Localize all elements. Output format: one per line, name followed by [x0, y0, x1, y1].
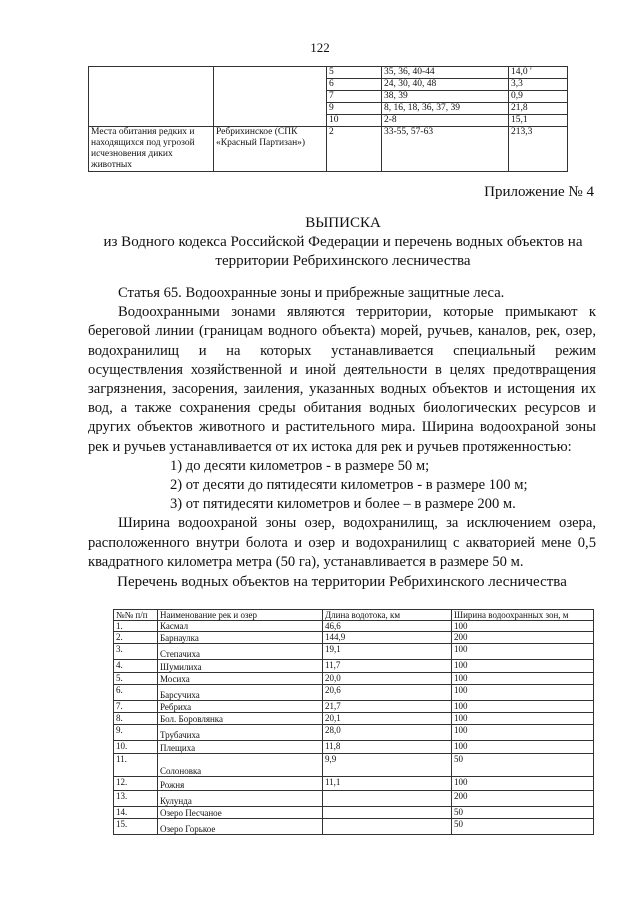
- table-cell: 100: [452, 701, 594, 713]
- table-cell: 19,1: [323, 644, 452, 660]
- table-cell: 15.: [114, 819, 158, 835]
- table-cell: 21,7: [323, 701, 452, 713]
- table-cell: [323, 791, 452, 807]
- table-cell: 9,9: [323, 754, 452, 777]
- table-cell: 11.: [114, 754, 158, 777]
- column-header: Ширина водоохранных зон, м: [452, 610, 594, 621]
- table-cell: 100: [452, 644, 594, 660]
- table-cell: 0,9: [509, 91, 568, 103]
- table-cell: 11,8: [323, 741, 452, 754]
- annex-label: Приложение № 4: [484, 184, 594, 200]
- table-cell: Кулунда: [158, 791, 323, 807]
- table-cell: 100: [452, 621, 594, 632]
- table-cell: Рожня: [158, 777, 323, 791]
- list-item: 3) от пятидесяти километров и более – в размере 200 м.: [170, 496, 516, 513]
- table-cell: 1.: [114, 621, 158, 632]
- article-title: Статья 65. Водоохранные зоны и прибрежные защитные леса.: [118, 285, 505, 301]
- table-row: [114, 632, 594, 644]
- table-cell: 38, 39: [382, 91, 509, 103]
- paragraph: Водоохранными зонами являются территории, которые примыкают к береговой линии (границам водного объекта) морей, ручьев, каналов, рек, озер, водохранилищ и на которых устанавливается специальный режим осуществления хозяйственной и иной деятельности в целях предотвращения загрязнения, засорения, заиления, указанных водных объектов и истощения их вод, а также сохранения среды обитания водных биологических ресурсов и других объектов животного и растительного мира. Ширина водоохраной зоны рек и ручьев устанавливается от их истока для рек и ручьев протяженностью:: [88, 304, 596, 455]
- table-cell: Мосиха: [158, 673, 323, 685]
- water-bodies-table: [113, 609, 594, 835]
- table-row: [114, 701, 594, 713]
- table-cell: 50: [452, 754, 594, 777]
- table-cell: 100: [452, 660, 594, 673]
- table-cell: 7: [327, 91, 382, 103]
- table-cell: 50: [452, 819, 594, 835]
- paragraph: Ширина водоохраной зоны озер, водохранилищ, за исключением озера, расположенного внутри болота и озер и водохранилищ с акваторией мене 0,5 квадратного километра метра (50 га), устанавливается в размере 50 м.: [88, 515, 596, 570]
- table-cell: 5: [327, 67, 382, 79]
- list-title: Перечень водных объектов на территории Ребрихинского лесничества: [117, 574, 567, 590]
- table-cell: 14,0 ': [509, 67, 568, 79]
- table-cell: 7.: [114, 701, 158, 713]
- table-cell: Ребрихинское (СПК «Красный Партизан»): [214, 127, 327, 172]
- table-row: [114, 741, 594, 754]
- table-cell: 14.: [114, 807, 158, 819]
- table-cell: 213,3: [509, 127, 568, 172]
- table-cell: 3.: [114, 644, 158, 660]
- table-cell: 12.: [114, 777, 158, 791]
- table-cell: 5.: [114, 673, 158, 685]
- table-cell: 200: [452, 632, 594, 644]
- table-cell: 4.: [114, 660, 158, 673]
- table-cell: 3,3: [509, 79, 568, 91]
- table-cell: 100: [452, 713, 594, 725]
- table-cell: 20,6: [323, 685, 452, 701]
- table-cell: 100: [452, 777, 594, 791]
- heading-line: из Водного кодекса Российской Федерации и перечень водных объектов на: [103, 234, 583, 250]
- table-cell: 33-55, 57-63: [382, 127, 509, 172]
- table-cell: 2: [327, 127, 382, 172]
- table-cell: 20,0: [323, 673, 452, 685]
- table-cell: 2-8: [382, 115, 509, 127]
- table-row: [114, 754, 594, 777]
- table-row: [114, 673, 594, 685]
- table-cell: Барнаулка: [158, 632, 323, 644]
- table-cell: Озеро Горькое: [158, 819, 323, 835]
- table-cell: 8.: [114, 713, 158, 725]
- table-cell: 24, 30, 40, 48: [382, 79, 509, 91]
- table-cell: 13.: [114, 791, 158, 807]
- habitat-table: [88, 66, 568, 172]
- table-cell: Места обитания редких и находящихся под угрозой исчезновения диких животных: [89, 127, 214, 172]
- table-cell: 200: [452, 791, 594, 807]
- table-cell: 9: [327, 103, 382, 115]
- table-cell: 144,9: [323, 632, 452, 644]
- table-header-row: [114, 610, 594, 621]
- table-cell: 46,6: [323, 621, 452, 632]
- list-item: 2) от десяти до пятидесяти километров - в размере 100 м;: [170, 477, 528, 494]
- table-row: [89, 67, 568, 79]
- table-cell: 21,8: [509, 103, 568, 115]
- column-header: №№ п/п: [114, 610, 158, 621]
- table-row: [114, 791, 594, 807]
- table-cell: 50: [452, 807, 594, 819]
- table-cell: [323, 819, 452, 835]
- table-row: [114, 807, 594, 819]
- table-cell: 11,1: [323, 777, 452, 791]
- document-heading: [88, 214, 598, 271]
- table-cell: 10: [327, 115, 382, 127]
- table-row: [114, 621, 594, 632]
- table-cell: 100: [452, 741, 594, 754]
- table-cell: 2.: [114, 632, 158, 644]
- table-cell: 100: [452, 685, 594, 701]
- page-number: 122: [310, 40, 330, 55]
- table-cell: 100: [452, 673, 594, 685]
- table-cell: Плещиха: [158, 741, 323, 754]
- table-cell: 10.: [114, 741, 158, 754]
- table-cell: Озеро Песчаное: [158, 807, 323, 819]
- table-cell: Трубачиха: [158, 725, 323, 741]
- table-cell: Барсучиха: [158, 685, 323, 701]
- table-cell: 8, 16, 18, 36, 37, 39: [382, 103, 509, 115]
- table-row: [114, 644, 594, 660]
- heading-title: ВЫПИСКА: [305, 215, 381, 231]
- document-body: [88, 284, 596, 572]
- table-cell: 11,7: [323, 660, 452, 673]
- table-cell: [323, 807, 452, 819]
- table-cell: Бол. Боровлянка: [158, 713, 323, 725]
- table-row: [114, 660, 594, 673]
- table-row: [114, 777, 594, 791]
- table-cell: 28,0: [323, 725, 452, 741]
- table-cell: 9.: [114, 725, 158, 741]
- table-row: [114, 725, 594, 741]
- table-cell: 15,1: [509, 115, 568, 127]
- table-cell: Степачиха: [158, 644, 323, 660]
- table-cell: 100: [452, 725, 594, 741]
- table-row: [114, 713, 594, 725]
- table-row: [89, 127, 568, 172]
- table-row: [114, 819, 594, 835]
- column-header: Длина водотока, км: [323, 610, 452, 621]
- list-item: 1) до десяти километров - в размере 50 м;: [170, 457, 430, 474]
- table-cell: Шумилиха: [158, 660, 323, 673]
- table-cell: Солоновка: [158, 754, 323, 777]
- table-cell: 6: [327, 79, 382, 91]
- table-cell: 20,1: [323, 713, 452, 725]
- column-header: Наименование рек и озер: [158, 610, 323, 621]
- table-body: [114, 621, 594, 835]
- table-cell: 35, 36, 40-44: [382, 67, 509, 79]
- table-cell: 6.: [114, 685, 158, 701]
- table-cell: Ребриха: [158, 701, 323, 713]
- table-row: [114, 685, 594, 701]
- table-cell: Касмал: [158, 621, 323, 632]
- heading-line: территории Ребрихинского лесничества: [215, 253, 471, 269]
